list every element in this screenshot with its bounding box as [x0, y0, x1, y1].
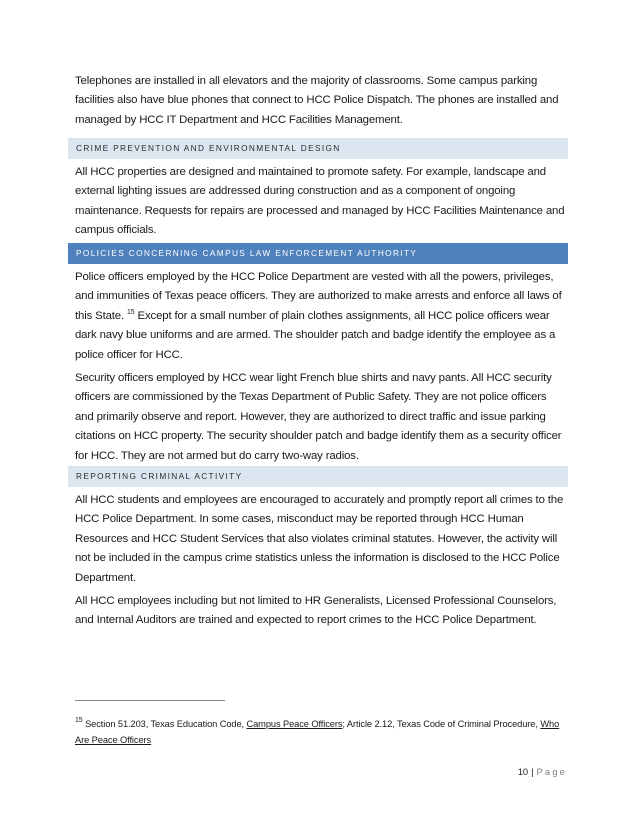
reporting-paragraph-2: All HCC employees including but not limited to HR Generalists, Licensed Professional Counselors, and Internal Auditors are trained and expected to report crimes to the HCC Police Department.	[75, 595, 557, 627]
footnote-link-campus-peace-officers[interactable]: Campus Peace Officers	[246, 719, 343, 729]
footnote-link-who-are-peace-officers[interactable]: Who Are Peace Officers	[75, 719, 560, 745]
footnote-text-a: Section 51.203, Texas Education Code,	[82, 719, 247, 729]
security-officers-paragraph: Security officers employed by HCC wear light French blue shirts and navy pants. All HCC security officers are commissioned by the Texas Department of Public Safety. They are not police officers and primarily observe and report. However, they are authorized to direct traffic and issue parking citations on HCC property. The security shoulder patch and badge identify them as a security officer for HCC. They are not armed but do carry two-way radios.	[75, 372, 562, 462]
page-footer	[440, 767, 567, 777]
telephones-paragraph: Telephones are installed in all elevators and the majority of classrooms. Some campus parking facilities also have blue phones that connect to HCC Police Dispatch. The phones are installed and managed by HCC IT Department and HCC Facilities Management.	[75, 75, 559, 126]
footnote-number: 15	[75, 717, 83, 724]
footnote-separator	[75, 700, 225, 701]
page-separator: |	[531, 767, 534, 777]
section-heading-crime-prevention: CRIME PREVENTION AND ENVIRONMENTAL DESIGN	[68, 138, 568, 159]
footnote	[75, 716, 567, 748]
section-heading-law-enforcement: POLICIES CONCERNING CAMPUS LAW ENFORCEMENT AUTHORITY	[68, 243, 568, 264]
page-number: 10	[517, 767, 529, 777]
police-officers-paragraph	[75, 268, 567, 365]
footnote-text-b: ; Article 2.12, Texas Code of Criminal Procedure,	[342, 719, 541, 729]
police-paragraph-text-b: Except for a small number of plain clothes assignments, all HCC police officers wear dark navy blue uniforms and are armed. The shoulder patch and badge identify the employee as a police officer for HCC.	[75, 309, 556, 361]
police-paragraph-text-a: Police officers employed by the HCC Police Department are vested with all the powers, privileges, and immunities of Texas peace officers. They are authorized to make arrests and enforce all laws of this State.	[75, 271, 562, 322]
page-label: Page	[536, 767, 567, 777]
footnote-reference: 15	[127, 308, 135, 316]
crime-prevention-paragraph: All HCC properties are designed and maintained to promote safety. For example, landscape and external lighting issues are addressed during construction and as a component of ongoing maintenance. Requests for repairs are processed and managed by HCC Facilities Maintenance and campus officials.	[75, 166, 565, 237]
reporting-paragraph-1: All HCC students and employees are encouraged to accurately and promptly report all crimes to the HCC Police Department. In some cases, misconduct may be reported through HCC Human Resources and HCC Student Services that also violates criminal statutes. However, the activity will not be included in the campus crime statistics unless the information is disclosed to the HCC Police Department.	[75, 494, 564, 584]
section-heading-reporting: REPORTING CRIMINAL ACTIVITY	[68, 466, 568, 487]
